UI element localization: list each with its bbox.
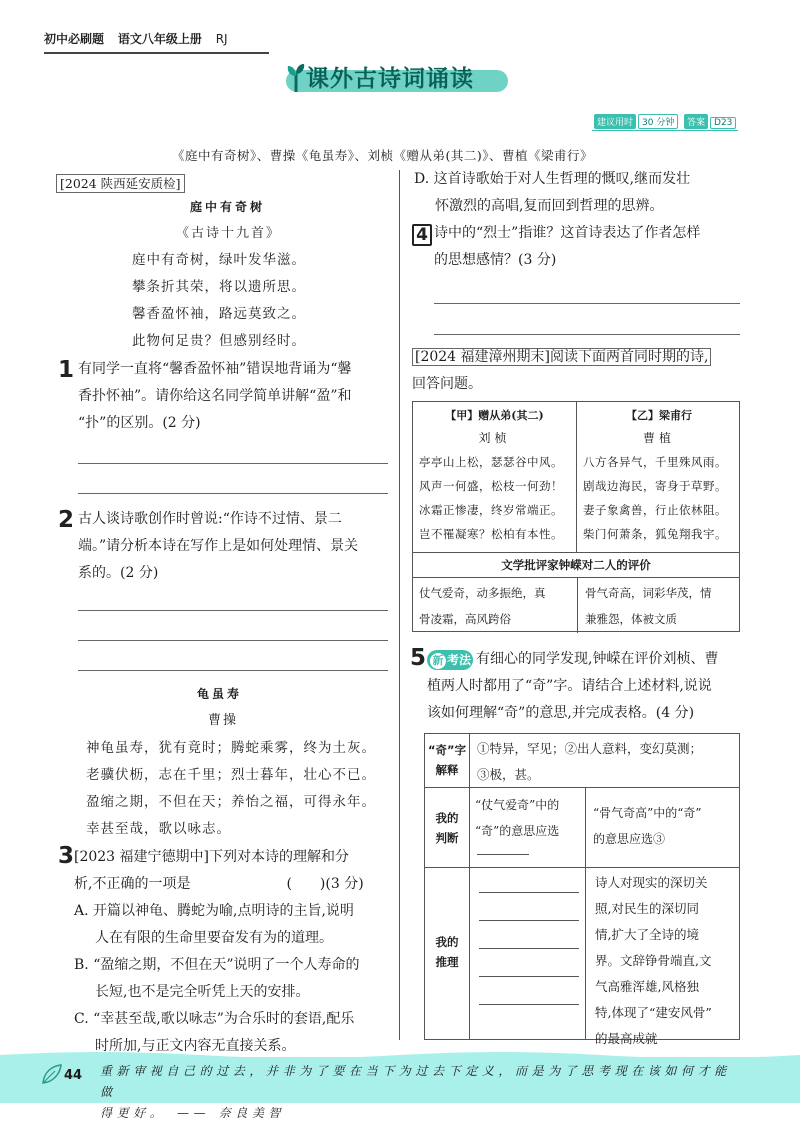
poem-yi-line: 剧哉边海民，寄身于草野。 <box>583 479 727 493</box>
question-3-number: 3 <box>58 843 75 869</box>
row-label-definition: “奇”字 解释 <box>427 743 467 777</box>
answer-line[interactable] <box>78 670 388 671</box>
critic-heading: 文学批评家钟嵘对二人的评价 <box>413 552 739 578</box>
question-2-number: 2 <box>58 507 75 533</box>
answer-line[interactable] <box>78 463 388 464</box>
question-5-text-l1: 有细心的同学发现,钟嵘在评价刘桢、曹 <box>476 651 719 667</box>
critic-comment-liuzhen: 仗气爱奇，动多振绝，真 骨凌霜，高风跨俗 <box>419 586 546 626</box>
critic-comment-caozhi: 骨气奇高，词彩华茂，情 兼雅怨，体被文质 <box>585 586 712 626</box>
meta-rule <box>592 130 738 131</box>
poem1-author: 《古诗十九首》 <box>176 226 282 241</box>
answer-line[interactable] <box>434 303 740 304</box>
question-1-number: 1 <box>58 357 75 383</box>
question-4-text: 诗中的“烈士”指谁？这首诗表达了作者怎样 的思想感情？(3 分) <box>434 225 701 268</box>
column-divider <box>399 170 400 1040</box>
option-a[interactable]: A. 开篇以神龟、腾蛇为喻,点明诗的主旨,说明 人在有限的生命里要奋发有为的道理。 <box>74 903 354 946</box>
reasoning-right: 诗人对现实的深切关 照,对民生的深切同 情,扩大了全诗的境 界。文辞铮骨端直,文 气高雅浑雄,风格独 特,体现了“建安风骨” 的最高成就 <box>595 875 712 1046</box>
question-5-text-l2: 植两人时都用了“奇”字。请结合上述材料,说说 <box>427 678 712 694</box>
poem-jia-line: 岂不罹凝寒？松柏有本性。 <box>419 527 563 541</box>
poem-comparison-table <box>412 401 740 632</box>
poem-yi-line: 妻子象禽兽，行止依林阻。 <box>583 503 727 517</box>
header-level: 初中必刷题 <box>44 32 105 46</box>
answer-label: 答案 <box>684 114 708 129</box>
time-label: 建议用时 <box>594 114 636 129</box>
poem1-line: 攀条折其荣，将以遗所思。 <box>132 279 306 295</box>
question-2-text: 古人谈诗歌创作时曾说:“作诗不过情、景二 端。”请分析本诗在写作上是如何处理情、景关 系的。(2 分) <box>78 511 359 581</box>
reasoning-line[interactable] <box>479 892 579 893</box>
option-b[interactable]: B. “盈缩之期，不但在天”说明了一个人寿命的 长短,也不是完全听凭上天的安排。 <box>74 957 360 1000</box>
answer-line[interactable] <box>78 493 388 494</box>
poem1-source: [2024 陕西延安质检] <box>56 174 185 192</box>
poem-jia-line: 亭亭山上松，瑟瑟谷中风。 <box>419 455 563 469</box>
poem-yi-author: 曹植 <box>642 431 675 445</box>
reading-intro: [2024 福建漳州期末]阅读下面两首同时期的诗, 回答问题。 <box>412 344 711 398</box>
sprout-icon <box>286 62 306 92</box>
reasoning-line[interactable] <box>479 920 579 921</box>
poem1-line: 庭中有奇树，绿叶发华滋。 <box>132 252 306 268</box>
reasoning-line[interactable] <box>479 948 579 949</box>
poem-yi-line: 柴门何萧条，狐兔翔我宇。 <box>583 527 727 541</box>
time-value: 30 分钟 <box>638 114 678 129</box>
poem2-author: 曹操 <box>208 713 239 728</box>
answer-table <box>424 733 740 1046</box>
page-number: 44 <box>64 1068 83 1083</box>
option-d[interactable]: D. 这首诗歌始于对人生哲理的慨叹,继而发壮 怀激烈的高唱,复而回到哲理的思辨。 <box>414 171 691 214</box>
poem2-line: 老骥伏枥，志在千里；烈士暮年，壮心不已。 <box>86 767 376 783</box>
header-edition: RJ <box>215 32 228 46</box>
question-5-number: 5 <box>410 645 427 671</box>
poem-jia <box>413 402 577 552</box>
definition-text: ①特异，罕见；②出人意料，变幻莫测； ③极，甚。 <box>477 741 703 782</box>
running-header <box>44 30 238 47</box>
footer-quote: 重新审视自己的过去，并非为了要在当下为过去下定义，而是为了思考现在该如何才能做 得更好。 —— 奈良美智 <box>100 1064 731 1120</box>
header-subject: 语文八年级上册 <box>117 32 202 46</box>
poem2-line: 神龟虽寿，犹有竟时；腾蛇乘雾，终为土灰。 <box>86 740 376 756</box>
poem-yi-line: 八方各异气，千里殊风雨。 <box>583 455 727 469</box>
poem-jia-title: 【甲】赠从弟(其二) <box>445 409 544 422</box>
poem2-line: 幸甚至哉，歌以咏志。 <box>86 821 231 837</box>
suggested-time <box>594 114 678 129</box>
poems-subtitle: 《庭中有奇树》、曹操《龟虽寿》、刘桢《赠从弟(其二)》、曹植《梁甫行》 <box>172 148 594 163</box>
judgment-left: “仗气爱奇”中的 “奇”的意思应选 <box>475 798 560 838</box>
answer-ref <box>684 114 736 129</box>
poem-jia-line: 冰霜正惨凄，终岁常端正。 <box>419 503 563 517</box>
poem-jia-line: 风声一何盛，松枝一何劲！ <box>419 479 563 493</box>
poem1-line: 馨香盈怀袖，路远莫致之。 <box>132 306 306 322</box>
poem1-title: 庭中有奇树 <box>190 200 266 214</box>
answer-blank[interactable]: ( )(3 分) <box>286 876 364 892</box>
poem1-line: 此物何足贵？但感别经时。 <box>132 333 306 349</box>
reasoning-line[interactable] <box>479 976 579 977</box>
question-4-number: 4 <box>412 224 432 246</box>
row-label-judgment: 我的 判断 <box>435 811 459 845</box>
answer-line[interactable] <box>434 334 740 335</box>
answer-line[interactable] <box>78 610 388 611</box>
answer-line[interactable] <box>78 640 388 641</box>
section-title: 课外古诗词诵读 <box>306 66 474 92</box>
row-label-reasoning: 我的 推理 <box>435 935 459 969</box>
option-c[interactable]: C. “幸甚至哉,歌以咏志”为合乐时的套语,配乐 时所加,与正文内容无直接关系。 <box>74 1011 355 1054</box>
poem-yi <box>577 402 741 552</box>
question-1-text: 有同学一直将“馨香盈怀袖”错误地背诵为“馨 香扑怀袖”。请你给这名同学简单讲解“盈”和 “扑”的区别。(2 分) <box>78 361 352 431</box>
poem-jia-author: 刘桢 <box>478 431 511 445</box>
answer-value: D23 <box>710 117 736 129</box>
question-3-text: [2023 福建宁德期中]下列对本诗的理解和分 析,不正确的一项是 ( )(3 分) <box>74 849 364 892</box>
reasoning-line[interactable] <box>479 1004 579 1005</box>
question-5-text-l3: 该如何理解“奇”的意思,并完成表格。(4 分) <box>427 705 695 721</box>
header-rule <box>44 52 269 54</box>
poem-yi-title: 【乙】梁甫行 <box>626 409 692 422</box>
judgment-blank[interactable] <box>477 854 529 855</box>
leaf-icon <box>40 1062 64 1086</box>
judgment-right: “骨气奇高”中的“奇” 的意思应选③ <box>593 806 702 846</box>
poem2-title: 龟虽寿 <box>197 687 243 701</box>
new-method-badge: 新 考法 <box>427 650 473 670</box>
poem2-line: 盈缩之期，不但在天；养怡之福，可得永年。 <box>86 794 376 810</box>
section-title-banner <box>286 60 508 96</box>
